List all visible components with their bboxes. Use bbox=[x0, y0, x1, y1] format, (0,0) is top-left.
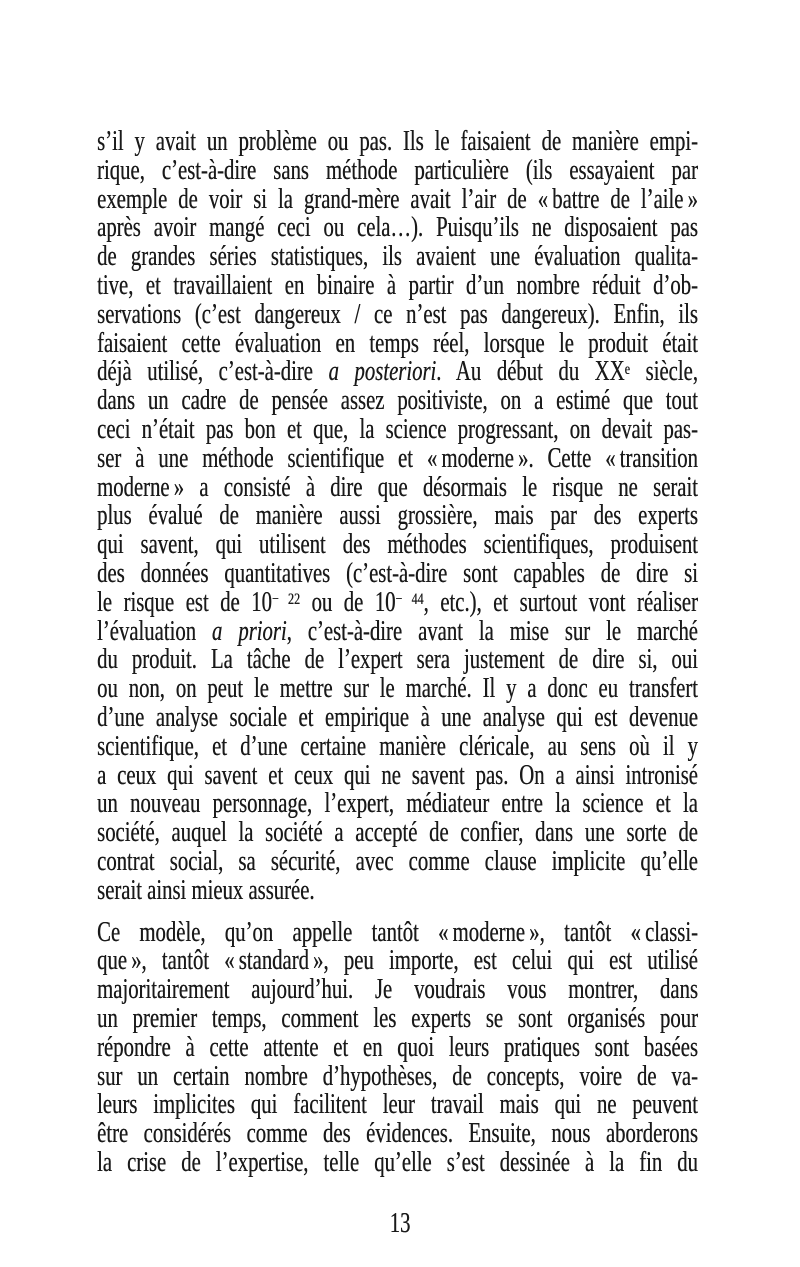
text-line: de grandes séries statistiques, ils avaient une évaluation qualita- bbox=[97, 241, 698, 273]
text-line: ser à une méthode scientifique et « moderne ». Cette « transition bbox=[97, 442, 698, 474]
italic-text: a posteriori bbox=[328, 356, 437, 388]
text-line: exemple de voir si la grand-mère avait l’air de « battre de l’aile » bbox=[97, 183, 698, 215]
text-block bbox=[97, 128, 698, 1178]
page-footer bbox=[0, 1208, 800, 1240]
text-line: après avoir mangé ceci ou cela…). Puisqu’ils ne disposaient pas bbox=[97, 212, 698, 244]
superscript-text: − 44 bbox=[395, 589, 424, 608]
text-line: que », tantôt « standard », peu importe, est celui qui est utilisé bbox=[97, 945, 698, 977]
text-line: servations (c’est dangereux / ce n’est pas dangereux). Enfin, ils bbox=[97, 298, 698, 330]
text-line: du produit. La tâche de l’expert sera justement de dire si, oui bbox=[97, 644, 698, 676]
italic-text: a priori bbox=[211, 615, 287, 647]
text-line: rique, c’est-à-dire sans méthode particulière (ils essayaient par bbox=[97, 154, 698, 186]
text-line: un premier temps, comment les experts se sont organisés pour bbox=[97, 1002, 698, 1034]
text-line: plus évalué de manière aussi grossière, mais par des experts bbox=[97, 500, 698, 532]
text-line: qui savent, qui utilisent des méthodes scientifiques, produisent bbox=[97, 529, 698, 561]
text-line: s’il y avait un problème ou pas. Ils le faisaient de manière empi- bbox=[97, 126, 698, 157]
text-line: leurs implicites qui facilitent leur travail mais qui ne peuvent bbox=[97, 1089, 698, 1121]
text-line: faisaient cette évaluation en temps réel, lorsque le produit était bbox=[97, 327, 698, 359]
superscript-text: − 22 bbox=[271, 589, 300, 608]
text-line: tive, et travaillaient en binaire à partir d’un nombre réduit d’ob- bbox=[97, 269, 698, 301]
text-line: serait ainsi mieux assurée. bbox=[97, 874, 315, 906]
superscript-text: e bbox=[624, 359, 630, 378]
text-line: l’évaluation a priori, c’est-à-dire avant la mise sur le marché bbox=[97, 615, 698, 647]
text-line: des données quantitatives (c’est-à-dire sont capables de dire si bbox=[97, 557, 698, 589]
text-line: Ce modèle, qu’on appelle tantôt « moderne », tantôt « classi- bbox=[97, 916, 698, 948]
text-line: ou non, on peut le mettre sur le marché. Il y a donc eu transfert bbox=[97, 673, 698, 705]
text-line: être considérés comme des évidences. Ensuite, nous aborderons bbox=[97, 1118, 698, 1150]
text-line: d’une analyse sociale et empirique à une analyse qui est devenue bbox=[97, 701, 698, 733]
text-line: ceci n’était pas bon et que, la science progressant, on devait pas- bbox=[97, 413, 698, 445]
text-line: la crise de l’expertise, telle qu’elle s’est dessinée à la fin du bbox=[97, 1146, 698, 1178]
text-line: contrat social, sa sécurité, avec comme clause implicite qu’elle bbox=[97, 845, 698, 877]
text-line: moderne » a consisté à dire que désormais le risque ne serait bbox=[97, 471, 698, 503]
page-number: 13 bbox=[389, 1208, 411, 1239]
text-line: déjà utilisé, c’est-à-dire a posteriori. Au début du XXe siècle, bbox=[97, 356, 698, 388]
paragraph bbox=[97, 916, 698, 1178]
text-line: le risque est de $10^{- 22}$ ou de $10^{- 44}$, etc.), et surtout vont réaliser bbox=[97, 586, 698, 618]
text-line: dans un cadre de pensée assez positiviste, on a estimé que tout bbox=[97, 385, 698, 417]
text-line: sur un certain nombre d’hypothèses, de concepts, voire de va- bbox=[97, 1060, 698, 1092]
text-line: majoritairement aujourd’hui. Je voudrais vous montrer, dans bbox=[97, 974, 698, 1006]
text-line: a ceux qui savent et ceux qui ne savent pas. On a ainsi intronisé bbox=[97, 759, 698, 791]
text-line: société, auquel la société a accepté de confier, dans une sorte de bbox=[97, 817, 698, 849]
paragraph bbox=[97, 128, 698, 906]
text-line: scientifique, et d’une certaine manière cléricale, au sens où il y bbox=[97, 730, 698, 762]
text-line: un nouveau personnage, l’expert, médiateur entre la science et la bbox=[97, 788, 698, 820]
text-line: répondre à cette attente et en quoi leurs pratiques sont basées bbox=[97, 1031, 698, 1063]
